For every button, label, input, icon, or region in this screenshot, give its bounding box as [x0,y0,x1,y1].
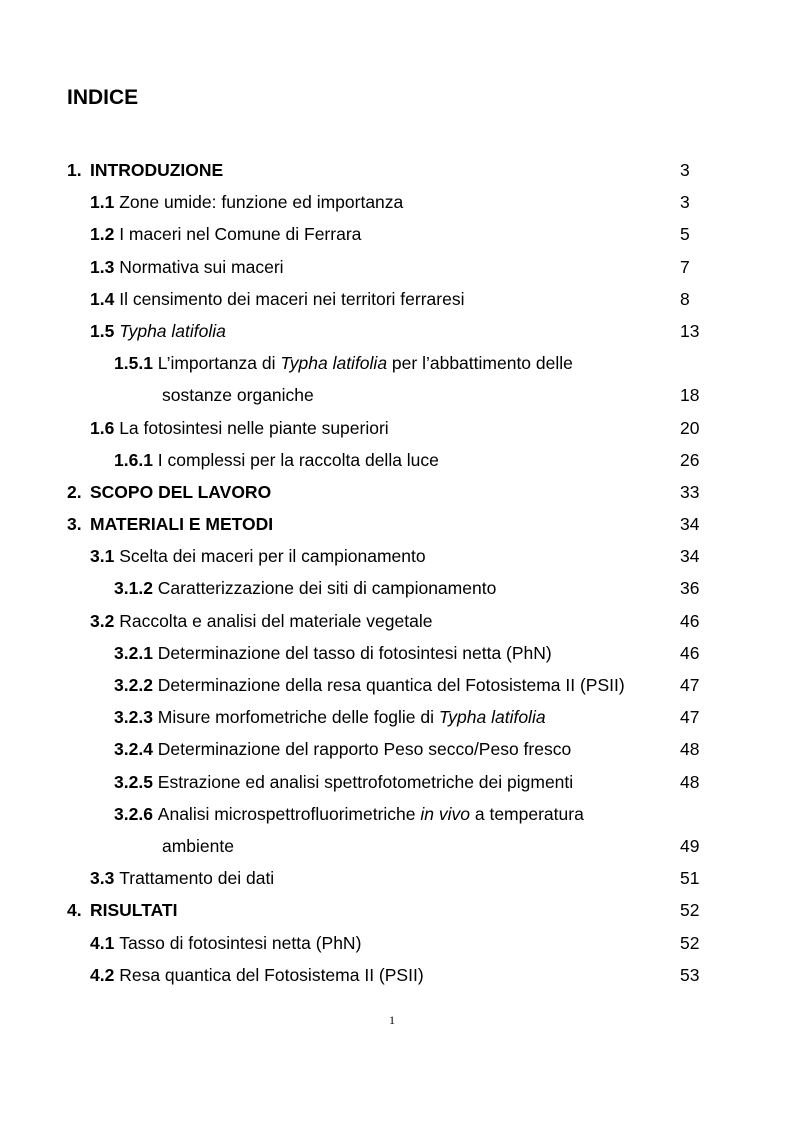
toc-title-italic: Typha latifolia [438,707,546,728]
toc-title: I maceri nel Comune di Ferrara [119,224,362,245]
toc-entry-3-3[interactable] [0,862,794,894]
toc-entry-3-1-2[interactable] [0,572,794,604]
toc-title-pre: Misure morfometriche delle foglie di [157,707,439,728]
toc-entry-3-2-4[interactable] [0,733,794,765]
toc-entry-3-2-2[interactable] [0,669,794,701]
toc-number: 3.2.5 [114,771,158,792]
toc-entry-3-1[interactable] [0,540,794,572]
toc-page-number: 26 [680,449,700,470]
toc-title-italic: in vivo [420,803,470,824]
toc-number: 1.2 [90,224,120,245]
toc-page-number: 47 [680,707,700,728]
toc-page-number: 13 [680,320,700,341]
toc-title-pre: L’importanza di [157,353,281,374]
toc-page-number: 3 [680,192,690,213]
toc-entry-4-2[interactable] [0,959,794,991]
toc-number: 1.4 [90,288,120,309]
toc-page-number: 48 [680,771,700,792]
toc-number: 2. [67,481,82,502]
toc-page-number: 46 [680,642,700,663]
toc-number: 3.2.2 [114,675,158,695]
toc-number: 3.2 [90,610,120,631]
toc-page-number: 34 [680,514,700,535]
toc-number: 3.1.2 [114,578,158,599]
toc-number: 1.5.1 [114,353,158,374]
toc-number: 1.3 [90,256,120,277]
table-of-contents [0,154,794,991]
toc-entry-3-2-3[interactable] [0,701,794,733]
toc-number: 4.1 [90,932,120,953]
toc-title: Raccolta e analisi del materiale vegetale [119,610,433,631]
toc-entry-4-1[interactable] [0,927,794,959]
toc-page-number: 3 [680,160,690,180]
toc-title: Il censimento dei maceri nei territori ferraresi [119,288,465,309]
toc-page-number: 34 [680,546,700,567]
toc-page-number: 5 [680,224,690,245]
toc-entry-1[interactable] [0,154,794,186]
footer-page-number: 1 [389,1013,395,1027]
toc-title-post: a temperatura [470,803,584,824]
toc-entry-1-2[interactable] [0,218,794,250]
toc-title: Resa quantica del Fotosistema II (PSII) [119,964,424,985]
toc-title-italic: Typha latifolia [119,320,226,341]
toc-number: 1.6.1 [114,449,158,470]
toc-number: 3.1 [90,546,120,567]
toc-page-number: 33 [680,481,700,502]
toc-entry-1-1[interactable] [0,186,794,218]
toc-number: 1.5 [90,320,120,341]
toc-title: Determinazione della resa quantica del Fotosistema II (PSII) [157,675,625,695]
toc-entry-3-2-6[interactable] [0,798,794,830]
toc-title: Scelta dei maceri per il campionamento [119,546,426,567]
toc-title: Estrazione ed analisi spettrofotometriche dei pigmenti [157,771,574,792]
toc-number: 1.1 [90,192,120,213]
toc-title-italic: Typha latifolia [280,353,388,374]
toc-title: SCOPO DEL LAVORO [90,481,272,502]
toc-title: Zone umide: funzione ed importanza [119,192,404,213]
toc-title: I complessi per la raccolta della luce [157,449,439,470]
toc-page-number: 51 [680,868,700,889]
toc-page-number: 52 [680,932,700,953]
toc-title: Determinazione del rapporto Peso secco/Peso fresco [157,739,572,760]
toc-page-number: 18 [680,385,700,406]
toc-entry-1-5-1[interactable] [0,347,794,379]
toc-entry-1-5-1-continued[interactable] [0,379,794,411]
toc-entry-3-2-1[interactable] [0,637,794,669]
toc-title: MATERIALI E METODI [90,514,274,535]
toc-number: 3.2.4 [114,739,158,760]
toc-entry-1-6-1[interactable] [0,444,794,476]
toc-title: Tasso di fotosintesi netta (PhN) [119,932,362,953]
toc-page-number: 47 [680,675,700,695]
toc-title-post: per l’abbattimento delle [387,353,573,374]
toc-title-pre: Analisi microspettrofluorimetriche [157,803,421,824]
toc-entry-1-5[interactable] [0,315,794,347]
toc-entry-3-2-6-continued[interactable] [0,830,794,862]
toc-number: 3.2.6 [114,803,158,824]
toc-page-number: 53 [680,964,700,985]
toc-entry-3-2[interactable] [0,605,794,637]
toc-page-number: 52 [680,900,700,921]
toc-number: 3.2.1 [114,642,158,663]
toc-entry-3[interactable] [0,508,794,540]
toc-number: 4.2 [90,964,120,985]
toc-page-number: 49 [680,835,700,856]
toc-page-number: 7 [680,256,690,277]
toc-page-number: 36 [680,578,700,599]
toc-title: RISULTATI [90,900,178,921]
toc-number: 3.2.3 [114,707,158,728]
page-title: INDICE [67,86,139,109]
toc-page-number: 48 [680,739,700,760]
toc-page-number: 46 [680,610,700,631]
toc-title-continued: ambiente [162,835,234,856]
toc-title: Normativa sui maceri [119,256,284,277]
toc-entry-2[interactable] [0,476,794,508]
toc-entry-4[interactable] [0,894,794,926]
toc-title: La fotosintesi nelle piante superiori [119,417,389,438]
toc-title: INTRODUZIONE [90,160,224,180]
toc-title: Determinazione del tasso di fotosintesi netta (PhN) [157,642,552,663]
toc-entry-3-2-5[interactable] [0,766,794,798]
toc-number: 3.3 [90,868,120,889]
toc-title-continued: sostanze organiche [162,385,314,406]
toc-entry-1-6[interactable] [0,412,794,444]
toc-entry-1-3[interactable] [0,251,794,283]
toc-number: 1.6 [90,417,120,438]
toc-number: 1. [67,160,82,180]
toc-title: Trattamento dei dati [119,868,275,889]
toc-number: 3. [67,514,82,535]
toc-page-number: 20 [680,417,700,438]
toc-page-number: 8 [680,288,690,309]
toc-title: Caratterizzazione dei siti di campionamento [157,578,497,599]
toc-number: 4. [67,900,82,921]
toc-entry-1-4[interactable] [0,283,794,315]
